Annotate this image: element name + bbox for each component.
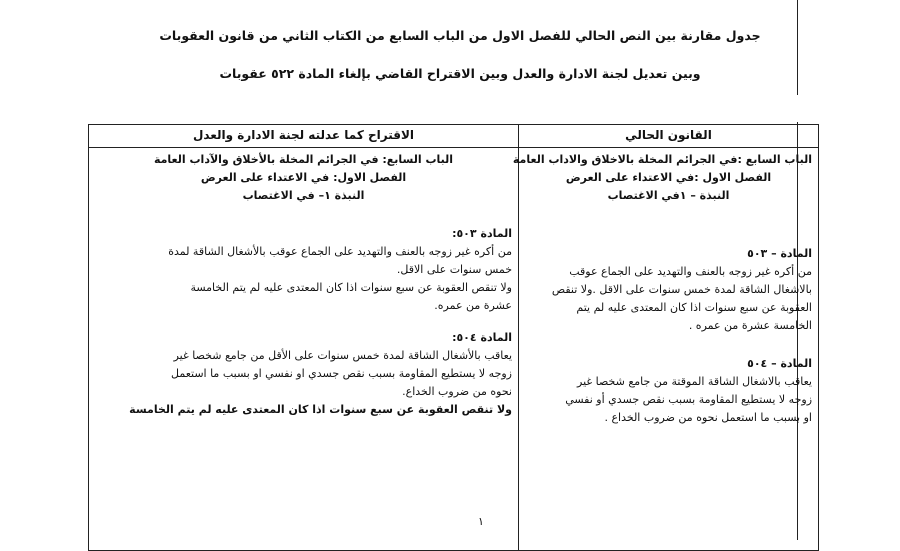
proposal-article-503-line: ولا تنقص العقوبة عن سبع سنوات اذا كان المعتدى عليه لم يتم الخامسة — [190, 281, 512, 294]
current-article-504-line: زوجه لا يستطيع المقاومة بسبب نقص جسدي أو نفسي — [565, 393, 812, 406]
proposal-article-503-line: من أكره غير زوجه بالعنف والتهديد على الجماع عوقب بالأشغال الشاقة لمدة — [168, 245, 512, 258]
current-article-504-title: المادة – ٥٠٤ — [747, 357, 812, 370]
current-article-503-line: الخامسة عشرة من عمره . — [688, 319, 812, 332]
table-header-row — [89, 125, 819, 148]
document-title: جدول مقارنة بين النص الحالي للفصل الاول من الباب السابع من الكتاب الثاني من قانون العقوبات — [159, 28, 761, 43]
current-article-503-line: بالاشغال الشاقة لمدة خمس سنوات على الاقل .ولا تنقص — [551, 283, 812, 296]
table-body-row — [89, 148, 819, 551]
proposal-article-504-line: يعاقب بالأشغال الشاقة لمدة خمس سنوات على الأقل من جامع شخصا غير — [173, 349, 512, 362]
current-article-504-line: يعاقب بالاشغال الشاقة الموقتة من جامع شخصا غير — [577, 375, 812, 388]
proposal-chapter-title: الفصل الاول: في الاعتداء على العرض — [200, 171, 407, 184]
current-chapter-title: الفصل الاول :في الاعتداء على العرض — [565, 171, 772, 184]
header-proposal: الاقتراح كما عدلته لجنة الادارة والعدل — [89, 125, 519, 148]
current-section-title: النبذة – ١في الاغتصاب — [607, 189, 730, 202]
current-article-503-line: العقوبة عن سبع سنوات اذا كان المعتدى عليه لم يتم — [576, 301, 812, 314]
current-article-504-line: او بسبب ما استعمل نحوه من ضروب الخداع . — [604, 411, 812, 424]
proposal-part-title: الباب السابع: في الجرائم المخلة بالأخلاق والآداب العامة — [153, 153, 454, 166]
document-subtitle: وبين تعديل لجنة الادارة والعدل وبين الاقتراح القاضي بإلغاء المادة ٥٢٢ عقوبات — [219, 66, 701, 81]
proposal-article-503-line: عشرة من عمره. — [434, 299, 512, 312]
proposal-article-504-title: المادة ٥٠٤: — [452, 331, 512, 344]
current-article-503-title: المادة – ٥٠٣ — [747, 247, 812, 260]
proposal-article-503-title: المادة ٥٠٣: — [452, 227, 512, 240]
page-number: ١ — [478, 515, 484, 528]
current-law-cell — [512, 148, 819, 551]
proposal-cell — [89, 148, 519, 551]
proposal-article-504-bold-line: ولا تنقص العقوبة عن سبع سنوات اذا كان المعتدى عليه لم يتم الخامسة — [129, 403, 512, 416]
margin-line — [797, 0, 798, 95]
current-part-title: الباب السابع :في الجرائم المخلة بالاخلاق والاداب العامة — [512, 153, 812, 166]
proposal-article-503-line: خمس سنوات على الاقل. — [396, 263, 512, 276]
proposal-article-504-line: نحوه من ضروب الخداع. — [402, 385, 512, 398]
proposal-section-title: النبذة ١– في الاغتصاب — [242, 189, 365, 202]
proposal-article-504-line: زوجه لا يستطيع المقاومة بسبب نقص جسدي او نفسي او بسبب ما استعمل — [171, 367, 512, 380]
comparison-table — [88, 124, 819, 551]
header-current-law: القانون الحالي — [519, 125, 819, 148]
current-article-503-line: من أكره غير زوجه بالعنف والتهديد على الجماع عوقب — [569, 265, 812, 278]
